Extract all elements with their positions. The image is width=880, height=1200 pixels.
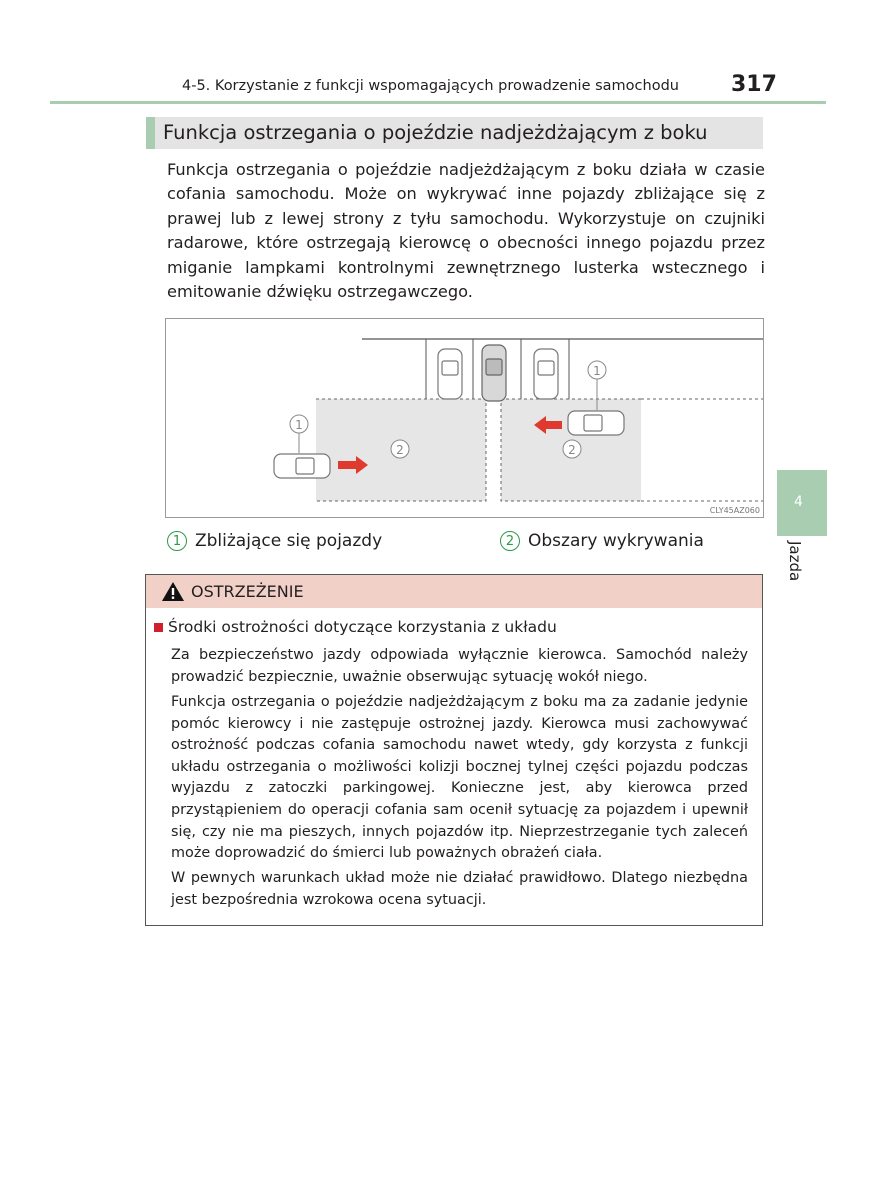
legend-number: 1 — [167, 531, 187, 551]
chapter-title: 4-5. Korzystanie z funkcji wspomagających prowadzenie samochodu — [182, 78, 679, 94]
parked-car — [534, 349, 558, 399]
parking-diagram — [165, 318, 764, 518]
parked-car — [438, 349, 462, 399]
section-accent — [146, 117, 155, 149]
legend-item-approaching-vehicles — [167, 531, 382, 551]
approaching-car-right — [568, 411, 624, 435]
legend-item-detection-areas — [500, 531, 704, 551]
parking-diagram-illustration — [166, 319, 763, 517]
intro-paragraph: Funkcja ostrzegania o pojeździe nadjeżdżającym z boku działa w czasie cofania samochodu. Może on wykrywać inne pojazdy zbliżające się z prawej lub z lewej strony z tyłu samochodu. Wykorzystuje on czujniki radarowe, które ostrzegają kierowcę o obecności innego pojazdu przez miganie lampkami kontrolnymi zewnętrznego lusterka wstecznego i emitowanie dźwięku ostrzegawczego. — [167, 160, 765, 302]
chapter-tab-number: 4 — [794, 494, 803, 510]
chapter-side-label: Jazda — [786, 541, 804, 582]
section-heading-bar — [146, 117, 763, 149]
legend-label: Obszary wykrywania — [528, 531, 704, 551]
warning-title: OSTRZEŻENIE — [191, 582, 304, 601]
callout-2-label: 2 — [568, 443, 576, 457]
callout-1-label: 1 — [295, 418, 303, 432]
callout-1-label: 1 — [593, 364, 601, 378]
chapter-side-tab — [777, 470, 827, 536]
section-title: Funkcja ostrzegania o pojeździe nadjeżdżającym z boku — [163, 121, 708, 144]
warning-triangle-icon — [161, 581, 185, 602]
bullet-square-icon — [154, 623, 163, 632]
legend-number: 2 — [500, 531, 520, 551]
warning-subheading: Środki ostrożności dotyczące korzystania z układu — [168, 618, 557, 636]
warning-box — [145, 574, 763, 926]
legend-label: Zbliżające się pojazdy — [195, 531, 383, 551]
callout-2-label: 2 — [396, 443, 404, 457]
approaching-car-left — [274, 454, 330, 478]
warning-paragraph: W pewnych warunkach układ może nie działać prawidłowo. Dlatego niezbędna jest bezpośrednia wzrokowa ocena sytuacji. — [171, 870, 748, 908]
own-car-reversing — [482, 345, 506, 401]
warning-paragraph: Funkcja ostrzegania o pojeździe nadjeżdżającym z boku ma za zadanie jedynie pomóc kierowcy i nie zastępuje ostrożnej jazdy. Kierowca musi zachowywać ostrożność podczas cofania samochodu nawet wtedy, gdy korzysta z funkcji układu ostrzegania o możliwości kolizji bocznej tylnej części pojazdu podczas wyjazdu z zatoczki parkingowej. Konieczne jest, aby kierowca przed przystąpieniem do operacji cofania sam ocenił sytuację za pojazdem i upewnił się, czy nie ma pieszych, innych pojazdów itp. Nieprzestrzeganie tych zaleceń może doprowadzić do śmierci lub poważnych obrażeń ciała. — [171, 694, 748, 862]
warning-paragraph: Za bezpieczeństwo jazdy odpowiada wyłącznie kierowca. Samochód należy prowadzić bezpiecznie, uważnie obserwując sytuację wokół niego. — [171, 647, 748, 685]
figure-code: CLY45AZ060 — [709, 506, 760, 515]
page-number: 317 — [731, 72, 777, 97]
warning-header — [146, 575, 762, 608]
header-rule — [50, 101, 826, 104]
